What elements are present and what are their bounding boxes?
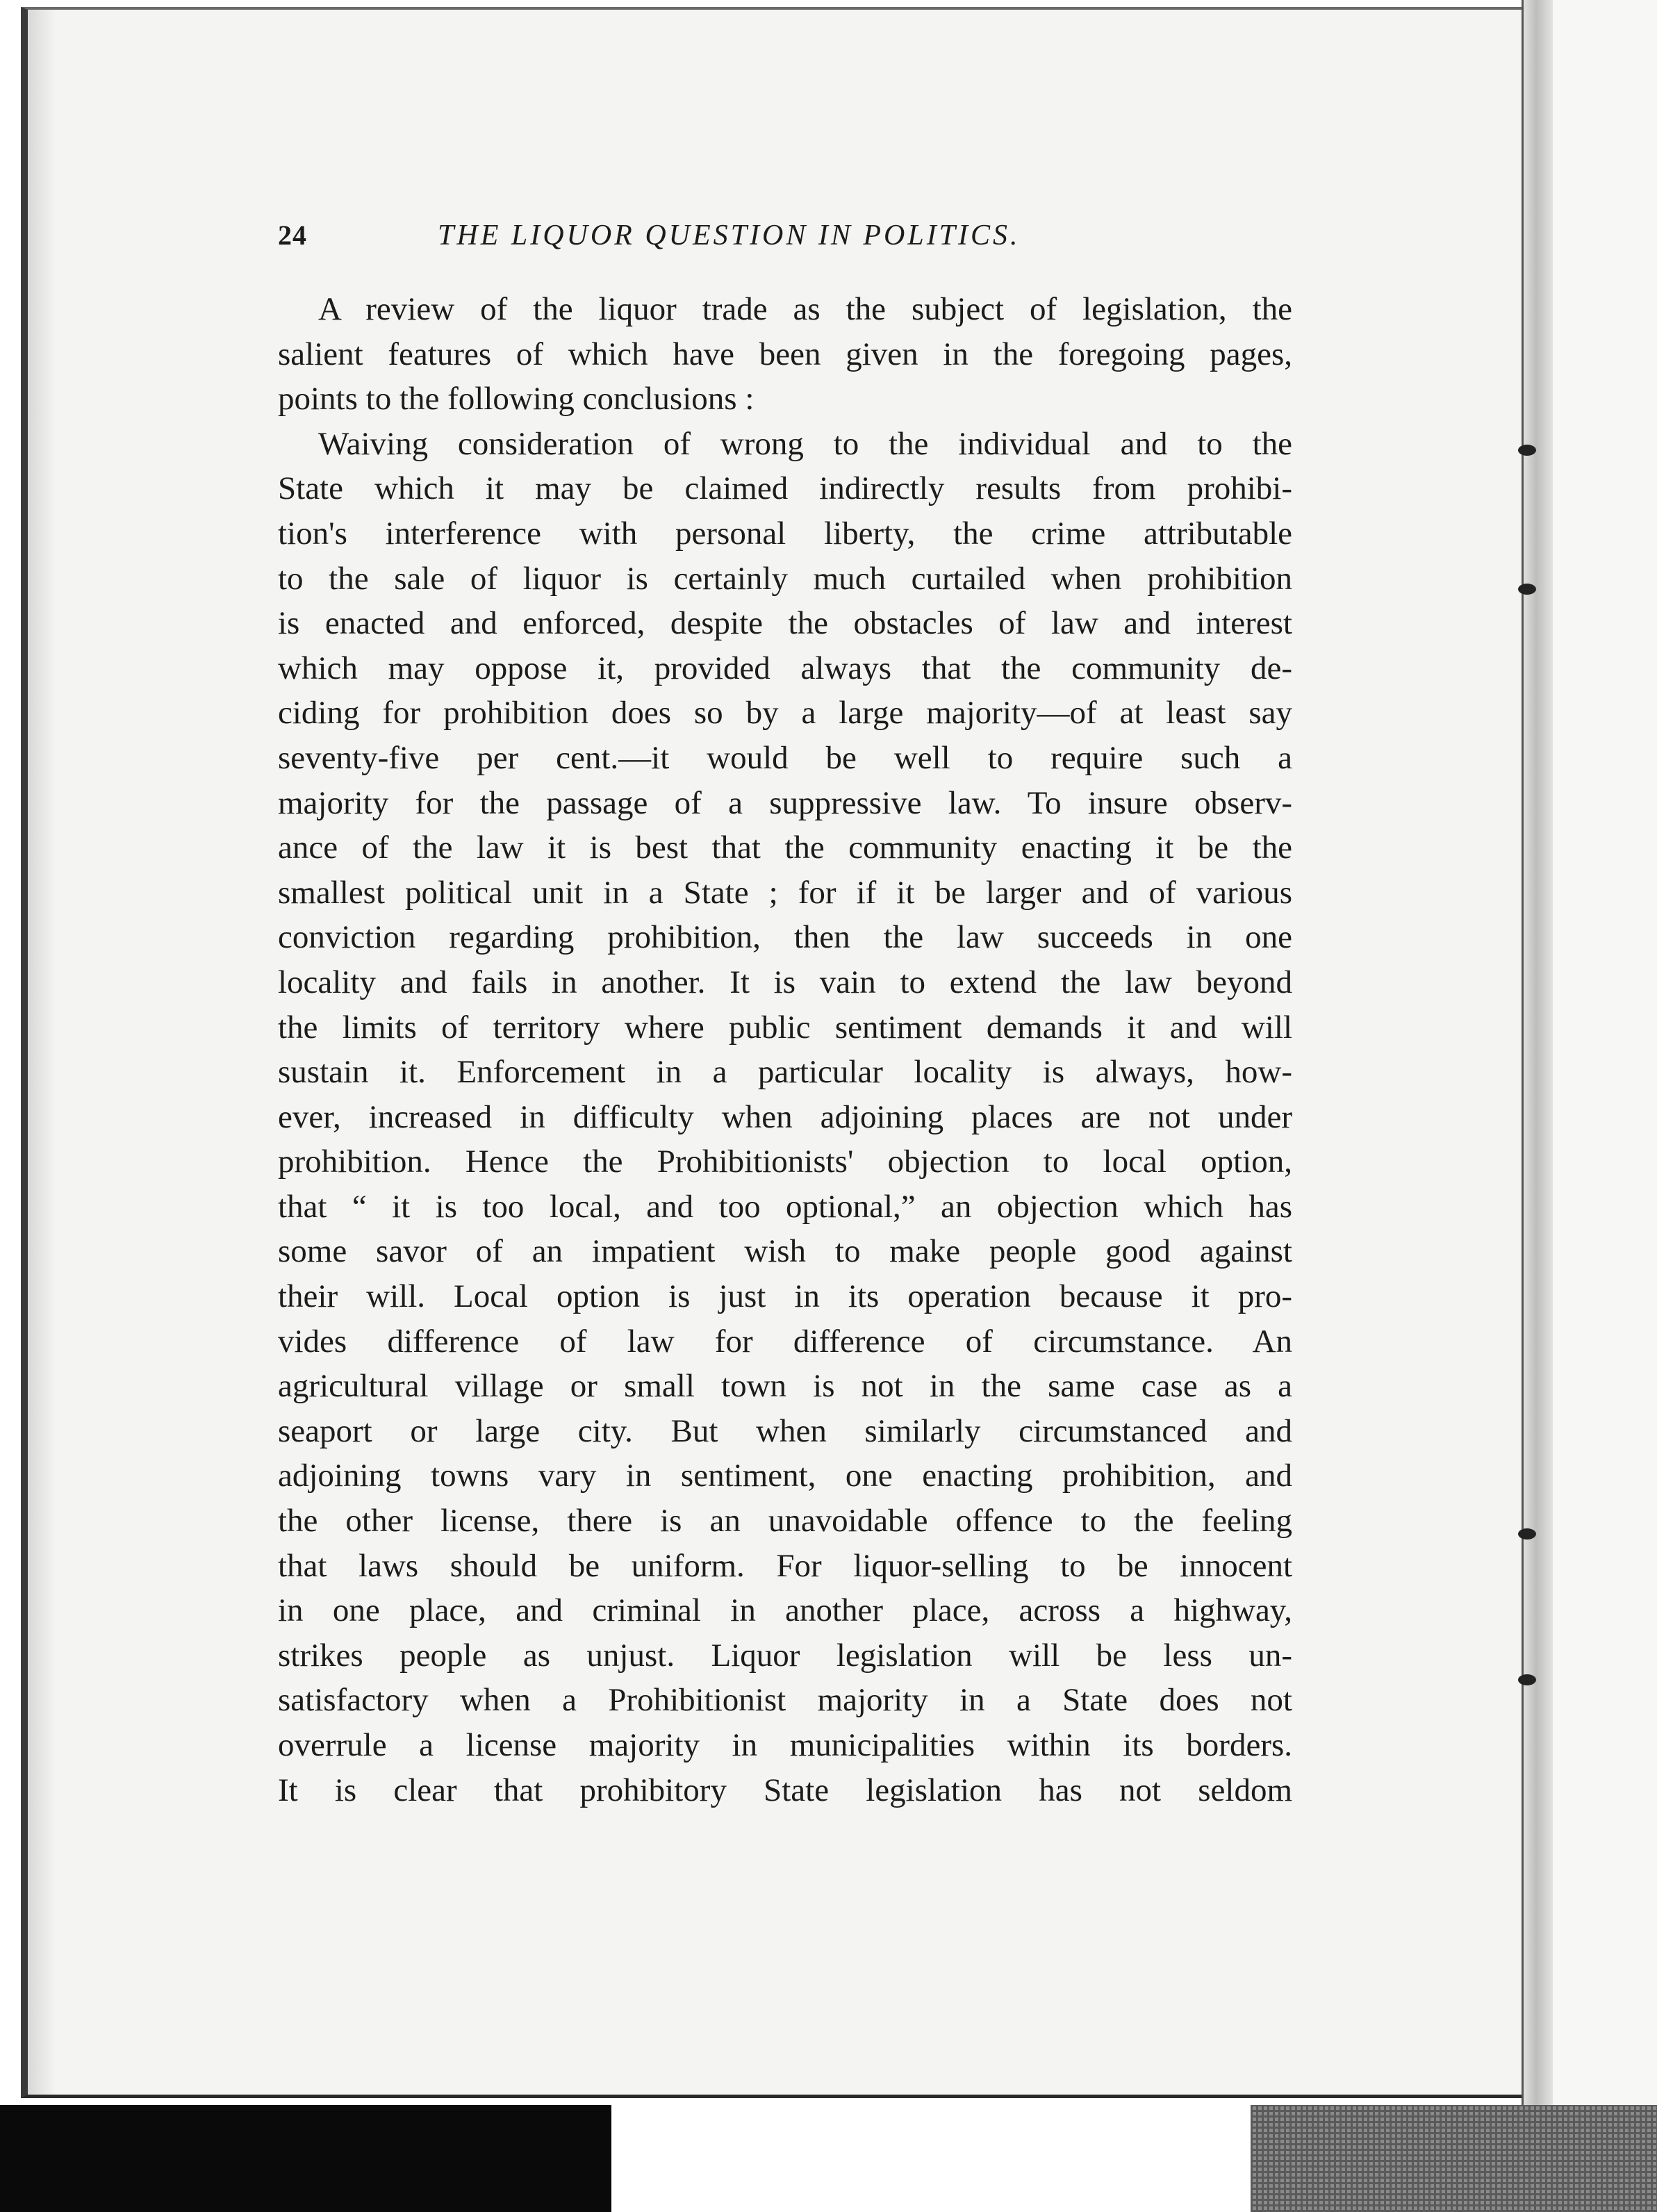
text-line: locality and fails in another. It is vain to extend the law beyond [278, 964, 1292, 1000]
binding-strip [1522, 0, 1555, 2212]
text-line: seaport or large city. But when similarly circumstanced and [278, 1412, 1292, 1449]
scan-background-dark [0, 2105, 611, 2212]
text-line: prohibition. Hence the Prohibitionists' objection to local option, [278, 1144, 1292, 1180]
binding-mark [1518, 584, 1536, 595]
text-line: agricultural village or small town is not in the same case as a [278, 1368, 1292, 1405]
text-line: A review of the liquor trade as the subject of legislation, the [318, 291, 1292, 327]
text-line: their will. Local option is just in its operation because it pro- [278, 1278, 1292, 1315]
binding-mark [1518, 1674, 1536, 1685]
body-text [278, 287, 1292, 1813]
text-line: It is clear that prohibitory State legislation has not seldom [278, 1772, 1292, 1808]
text-line: the other license, there is an unavoidable offence to the feeling [278, 1503, 1292, 1540]
running-title: THE LIQUOR QUESTION IN POLITICS. [438, 220, 1021, 251]
text-line: points to the following conclusions : [278, 381, 755, 418]
binding-mark [1518, 445, 1536, 456]
text-line: satisfactory when a Prohibitionist majority in a State does not [278, 1682, 1292, 1719]
text-line: Waiving consideration of wrong to the individual and to the [318, 425, 1292, 462]
text-line: which may oppose it, provided always that the community de- [278, 650, 1292, 686]
text-line: conviction regarding prohibition, then the law succeeds in one [278, 919, 1292, 956]
text-line: tion's interference with personal liberty, the crime attributable [278, 515, 1292, 552]
binding-mark [1518, 1528, 1536, 1540]
text-line: some savor of an impatient wish to make people good against [278, 1233, 1292, 1270]
text-line: overrule a license majority in municipalities within its borders. [278, 1727, 1292, 1763]
text-line: ciding for prohibition does so by a large majority—of at least say [278, 695, 1292, 732]
text-line: is enacted and enforced, despite the obstacles of law and interest [278, 605, 1292, 642]
text-line: ance of the law it is best that the community enacting it be the [278, 830, 1292, 866]
text-line: ever, increased in difficulty when adjoining places are not under [278, 1098, 1292, 1135]
text-line: vides difference of law for difference of circumstance. An [278, 1323, 1292, 1360]
text-line: to the sale of liquor is certainly much curtailed when prohibition [278, 560, 1292, 597]
adjacent-page-edge [1553, 0, 1657, 2105]
scan-background-light [611, 2105, 1251, 2212]
page-number: 24 [278, 220, 307, 251]
text-line: majority for the passage of a suppressive law. To insure observ- [278, 784, 1292, 821]
text-line: adjoining towns vary in sentiment, one enacting prohibition, and [278, 1458, 1292, 1494]
text-line: seventy-five per cent.—it would be well to require such a [278, 739, 1292, 776]
page-gutter-shadow [28, 10, 56, 2095]
text-line: in one place, and criminal in another place, across a highway, [278, 1592, 1292, 1629]
text-line: strikes people as unjust. Liquor legislation will be less un- [278, 1637, 1292, 1674]
text-line: salient features of which have been given in the foregoing pages, [278, 336, 1292, 372]
page-header [278, 219, 1292, 261]
text-line: that laws should be uniform. For liquor-selling to be innocent [278, 1547, 1292, 1584]
text-line: that “ it is too local, and too optional,” an objection which has [278, 1188, 1292, 1225]
text-line: State which it may be claimed indirectly results from prohibi- [278, 470, 1292, 507]
text-line: the limits of territory where public sentiment demands it and will [278, 1009, 1292, 1046]
scan-target-card [1251, 2105, 1657, 2212]
text-line: smallest political unit in a State ; for if it be larger and of various [278, 874, 1292, 911]
text-line: sustain it. Enforcement in a particular locality is always, how- [278, 1054, 1292, 1091]
